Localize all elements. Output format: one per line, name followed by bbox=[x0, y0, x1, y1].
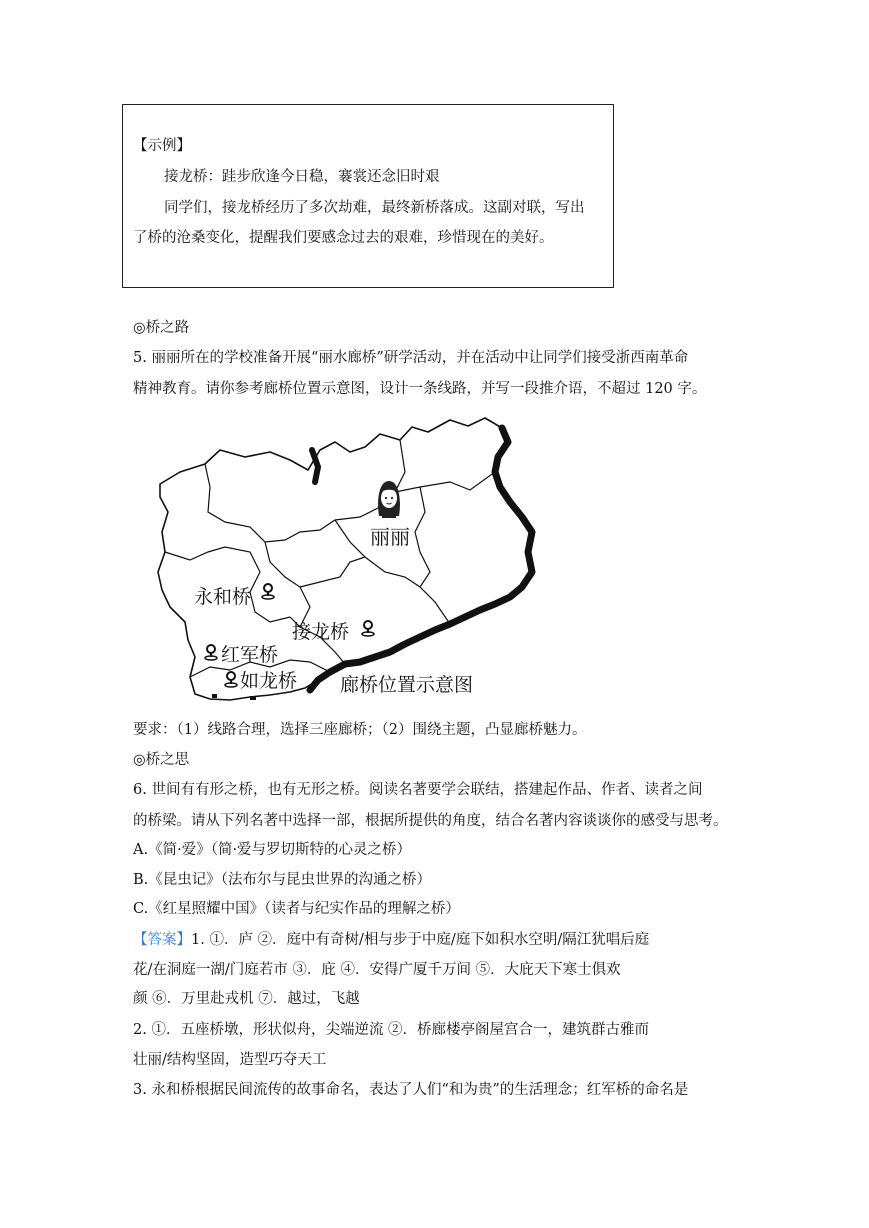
example-couplet: 接龙桥：跬步欣逢今日稳，褰裳还念旧时艰 bbox=[164, 169, 440, 185]
answer-tag: 【答案】 bbox=[133, 932, 191, 948]
map-bridge-label-jielong: 接龙桥 bbox=[292, 621, 350, 643]
question-5-line1: 5. 丽丽所在的学校准备开展“丽水廊桥”研学活动，并在活动中让同学们接受浙西南革命 bbox=[133, 350, 689, 366]
question-6-option-a: A.《简·爱》（简·爱与罗切斯特的心灵之桥） bbox=[133, 842, 412, 858]
map-bridge-label-yonghe: 永和桥 bbox=[194, 586, 252, 608]
map-inner-boundary-7 bbox=[300, 557, 365, 587]
map-caption: 廊桥位置示意图 bbox=[340, 674, 474, 696]
question-6-option-b: B.《昆虫记》（法布尔与昆虫世界的沟通之桥） bbox=[133, 872, 432, 888]
question-6-option-c: C.《红星照耀中国》（读者与纪实作品的理解之桥） bbox=[133, 901, 460, 917]
question-5-requirements: 要求：（1）线路合理，选择三座廊桥；（2）围绕主题，凸显廊桥魅力。 bbox=[133, 722, 587, 738]
map-bridge-label-hongjun: 红军桥 bbox=[221, 644, 279, 666]
map-person-label: 丽丽 bbox=[370, 525, 410, 549]
answer-1-line3: 颜 ⑥．万里赴戎机 ⑦．越过，飞越 bbox=[133, 991, 360, 1007]
location-pin-icon bbox=[223, 670, 239, 688]
map-inner-boundary-6 bbox=[415, 487, 430, 587]
location-pin-icon bbox=[203, 643, 219, 661]
example-text-line2: 了桥的沧桑变化，提醒我们要感念过去的艰难，珍惜现在的美好。 bbox=[133, 230, 554, 246]
map-inner-boundary-5 bbox=[395, 472, 495, 492]
example-box bbox=[122, 104, 614, 288]
question-5-line2: 精神教育。请你参考廊桥位置示意图，设计一条线路，并写一段推介语，不超过 120 字。 bbox=[133, 381, 707, 397]
answer-1-line1-text: 1. ①．庐 ②．庭中有奇树/相与步于中庭/庭下如积水空明/隔江犹唱后庭 bbox=[191, 932, 650, 948]
answer-2-line2: 壮丽/结构坚固，造型巧夺天工 bbox=[133, 1052, 327, 1068]
location-pin-icon bbox=[360, 619, 376, 637]
answer-2-line1: 2. ①．五座桥墩，形状似舟，尖端逆流 ②．桥廊楼亭阁屋宫合一，建筑群古雅而 bbox=[133, 1022, 650, 1038]
question-6-line2: 的桥梁。请从下列名著中选择一部，根据所提供的角度，结合名著内容谈谈你的感受与思考。 bbox=[133, 813, 728, 829]
answer-3-line1: 3. 永和桥根据民间流传的故事命名，表达了人们“和为贵”的生活理念；红军桥的命名是 bbox=[133, 1082, 689, 1098]
answer-1-line2: 花/在洞庭一湖/门庭若市 ③．庇 ④．安得广厦千万间 ⑤．大庇天下寒士俱欢 bbox=[133, 962, 621, 978]
example-text-line1: 同学们，接龙桥经历了多次劫难，最终新桥落成。这副对联，写出 bbox=[164, 200, 585, 216]
map-thick-border bbox=[310, 428, 532, 690]
girl-avatar-icon bbox=[373, 476, 405, 520]
bridge-location-map bbox=[150, 412, 540, 712]
map-bridge-label-rulong: 如龙桥 bbox=[240, 670, 298, 692]
example-title: 【示例】 bbox=[133, 138, 191, 154]
section-heading-think: ◎桥之思 bbox=[133, 752, 190, 768]
answer-1-line1 bbox=[133, 930, 649, 950]
question-6-line1: 6. 世间有有形之桥，也有无形之桥。阅读名著要学会联结，搭建起作品、作者、读者之间 bbox=[133, 782, 703, 798]
section-heading-road: ◎桥之路 bbox=[133, 320, 190, 336]
location-pin-icon bbox=[260, 582, 276, 600]
